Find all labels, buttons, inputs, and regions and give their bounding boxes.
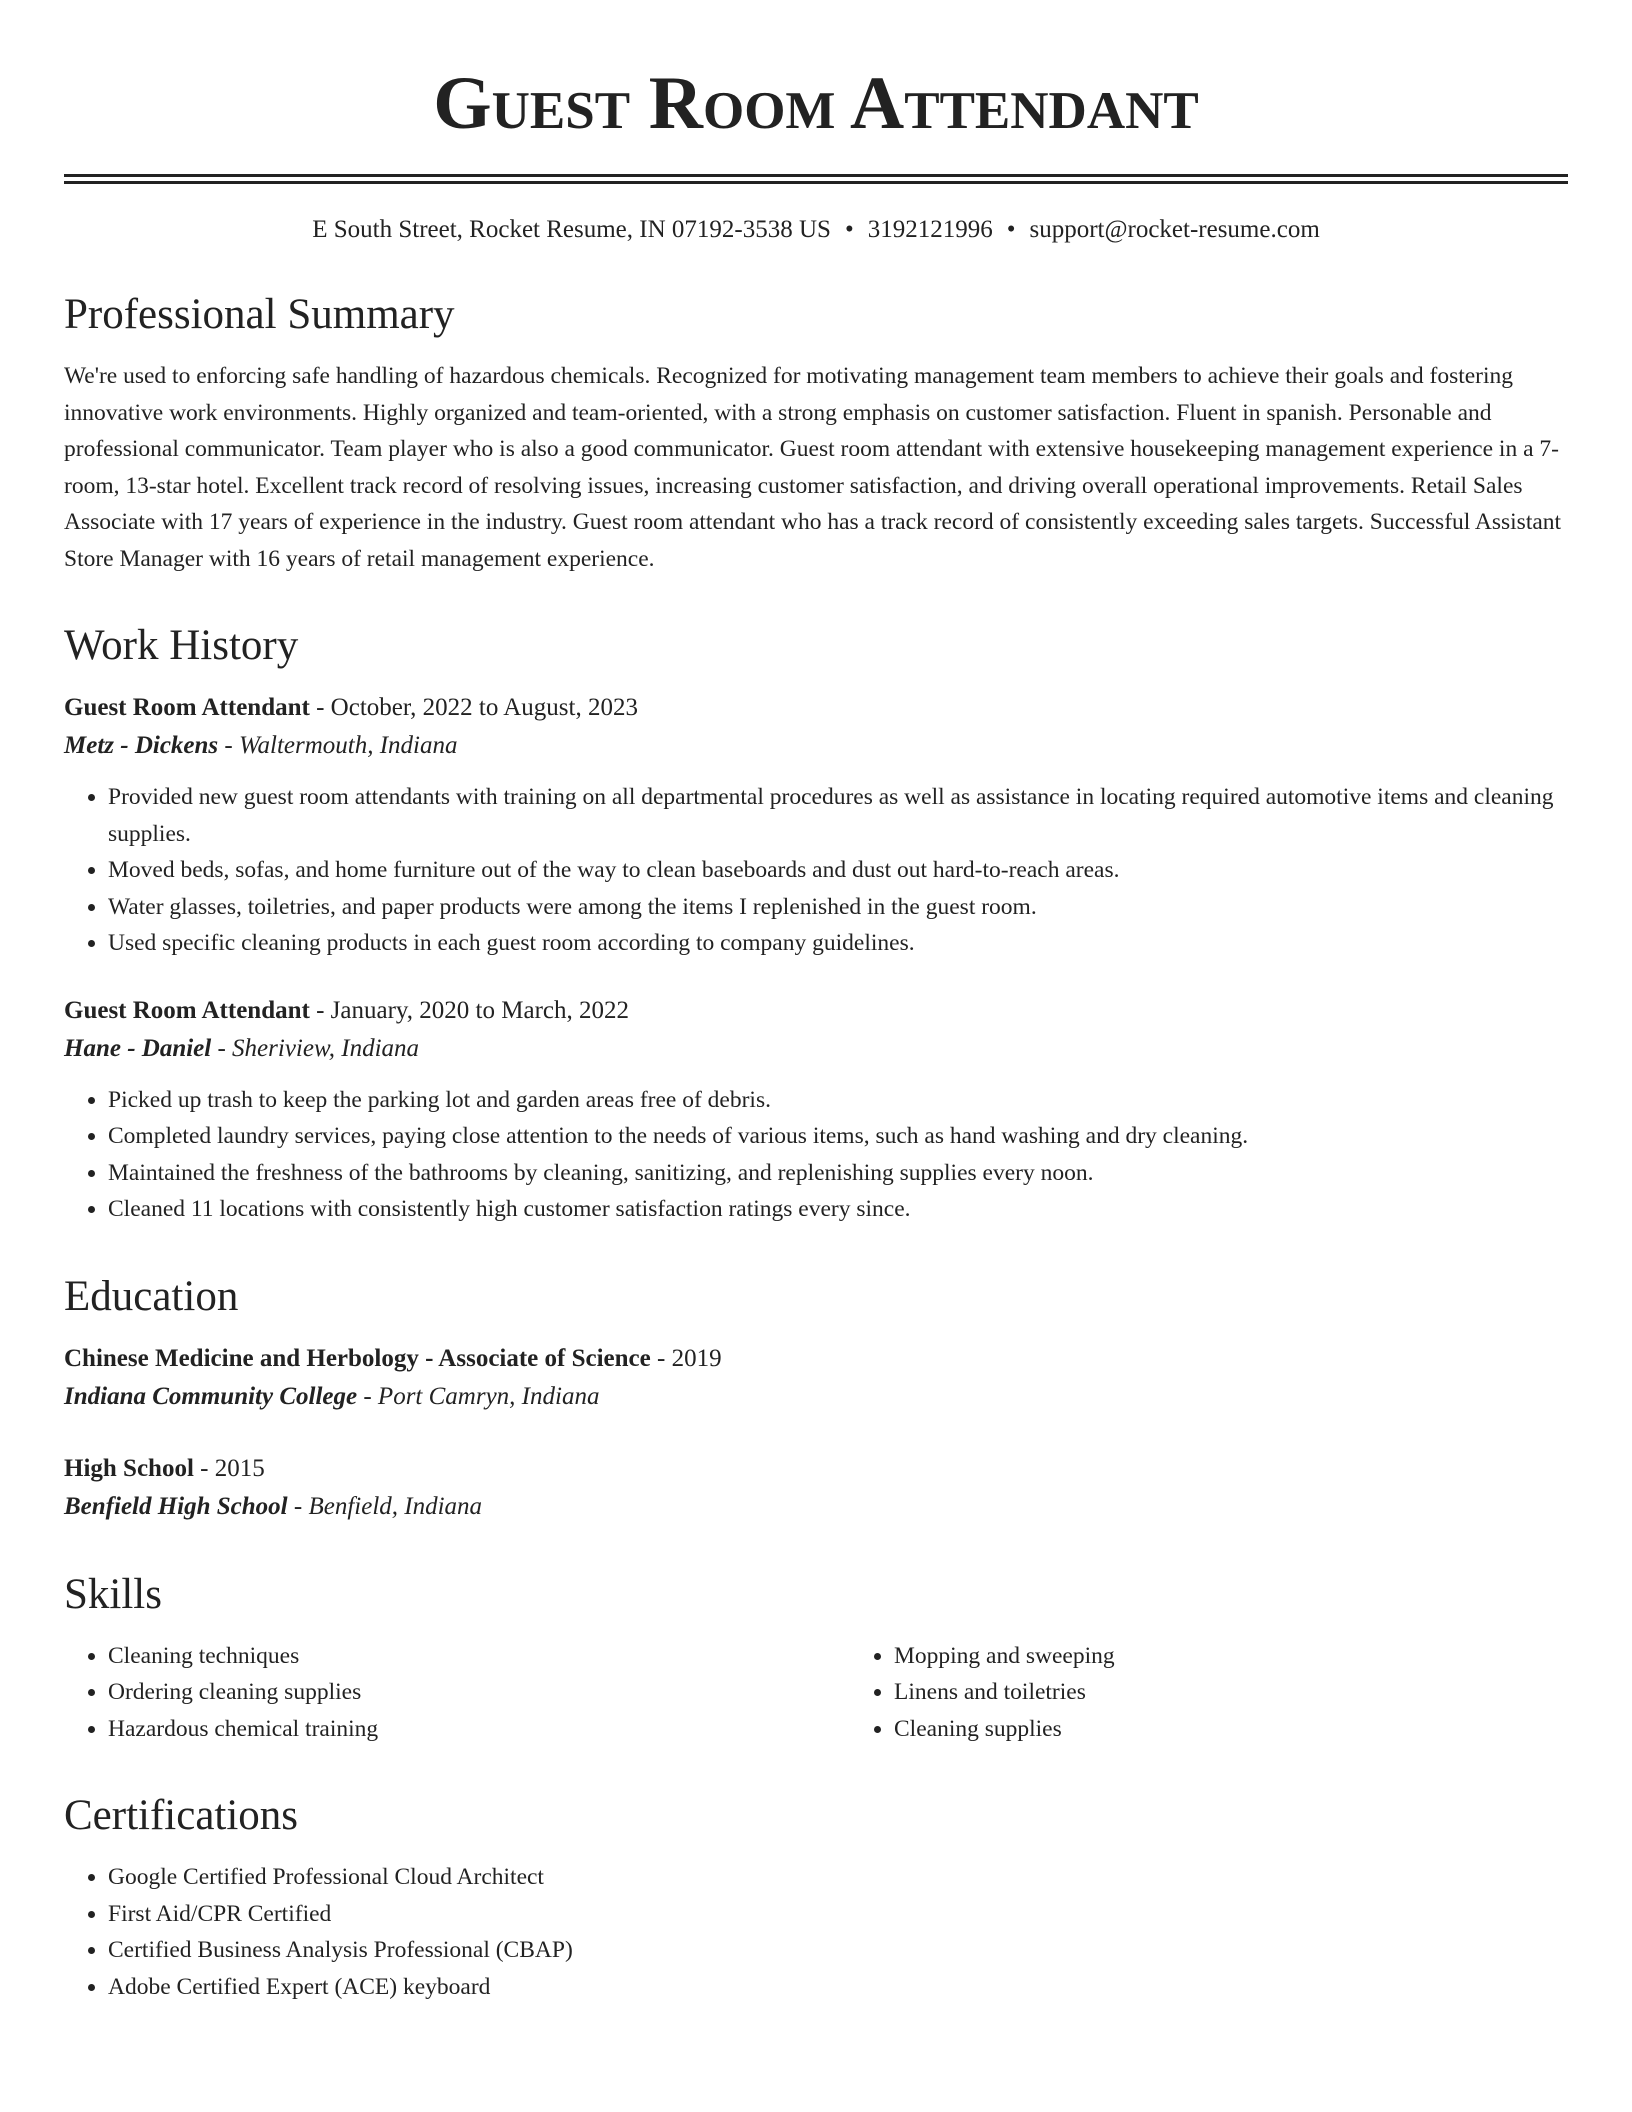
skills-column	[64, 1638, 850, 1748]
skills-column	[850, 1638, 1115, 1748]
job-title-line	[64, 992, 1568, 1030]
job-bullet: • Picked up trash to keep the parking lot and garden areas free of debris.	[108, 1082, 1568, 1119]
job-location: - Sheriview, Indiana	[211, 1034, 420, 1062]
education-entry	[64, 1450, 1568, 1526]
job-bullet: • Maintained the freshness of the bathrooms by cleaning, sanitizing, and replenishing supplies every noon.	[108, 1155, 1568, 1192]
job-dates: - October, 2022 to August, 2023	[309, 694, 638, 721]
education-location: - Benfield, Indiana	[287, 1492, 483, 1520]
education-school-line	[64, 1488, 1568, 1526]
job-bullet: • Cleaned 11 locations with consistently high customer satisfaction ratings every since.	[108, 1191, 1568, 1228]
job-title-line	[64, 689, 1568, 727]
job-bullets	[64, 1082, 1568, 1228]
job-company-line	[64, 1030, 1568, 1068]
contact-address: E South Street, Rocket Resume, IN 07192-3538 US	[312, 216, 831, 243]
education-school-line	[64, 1378, 1568, 1416]
job-entry	[64, 992, 1568, 1228]
skill-item: • Ordering cleaning supplies	[108, 1674, 850, 1711]
contact-email[interactable]: support@rocket-resume.com	[1029, 216, 1320, 243]
skill-item: • Hazardous chemical training	[108, 1711, 850, 1748]
skill-item: • Cleaning techniques	[108, 1638, 850, 1675]
education-degree-line	[64, 1340, 1568, 1378]
contact-separator: •	[844, 216, 854, 243]
certification-item: • First Aid/CPR Certified	[108, 1896, 1568, 1933]
certification-item: • Google Certified Professional Cloud Architect	[108, 1859, 1568, 1896]
education-location: - Port Camryn, Indiana	[357, 1382, 600, 1410]
education-year: - 2019	[650, 1344, 722, 1372]
section-title-work-history: Work History	[64, 622, 299, 669]
job-company: Metz - Dickens	[64, 732, 219, 759]
contact-line	[64, 214, 1568, 246]
job-dates: - January, 2020 to March, 2022	[309, 996, 629, 1024]
contact-separator: •	[1006, 216, 1016, 243]
job-role: Guest Room Attendant	[64, 996, 310, 1024]
job-company: Hane - Daniel	[64, 1034, 212, 1062]
skill-item: • Mopping and sweeping	[894, 1638, 1115, 1675]
job-bullet: • Moved beds, sofas, and home furniture out of the way to clean baseboards and dust out hard-to-reach areas.	[108, 852, 1568, 889]
section-title-certifications: Certifications	[64, 1792, 299, 1839]
job-bullet: • Completed laundry services, paying close attention to the needs of various items, such as hand washing and dry cleaning.	[108, 1118, 1568, 1155]
education-school: Indiana Community College	[64, 1382, 358, 1410]
skill-item: • Linens and toiletries	[894, 1674, 1115, 1711]
job-company-line	[64, 727, 1568, 765]
education-degree: Chinese Medicine and Herbology - Associate of Science	[64, 1344, 651, 1372]
job-bullets	[64, 779, 1568, 962]
job-bullet: • Provided new guest room attendants with training on all departmental procedures as well as assistance in locating required automotive items and cleaning supplies.	[108, 779, 1568, 852]
section-title-summary: Professional Summary	[64, 291, 455, 338]
job-bullet: • Used specific cleaning products in each guest room according to company guidelines.	[108, 925, 1568, 962]
job-role: Guest Room Attendant	[64, 694, 310, 721]
contact-phone[interactable]: 3192121996	[867, 216, 993, 243]
summary-text: We're used to enforcing safe handling of hazardous chemicals. Recognized for motivating management team members to achieve their goals and fostering innovative work environments. Highly organized and team-oriented, with a strong emphasis on customer satisfaction. Fluent in spanish. Personable and professional communicator. Team player who is also a good communicator. Guest room attendant with extensive housekeeping management experience in a 7-room, 13-star hotel. Excellent track record of resolving issues, increasing customer satisfaction, and driving overall operational improvements. Retail Sales Associate with 17 years of experience in the industry. Guest room attendant who has a track record of consistently exceeding sales targets. Successful Assistant Store Manager with 16 years of retail management experience.	[64, 363, 1562, 572]
section-title-education: Education	[64, 1272, 239, 1320]
job-bullet: • Water glasses, toiletries, and paper products were among the items I replenished in the guest room.	[108, 889, 1568, 926]
education-year: - 2015	[193, 1454, 265, 1482]
header-double-rule	[64, 174, 1568, 184]
certification-item: • Adobe Certified Expert (ACE) keyboard	[108, 1969, 1568, 2006]
education-degree: High School	[64, 1454, 194, 1482]
job-location: - Waltermouth, Indiana	[218, 732, 458, 759]
skill-item: • Cleaning supplies	[894, 1711, 1115, 1748]
section-title-skills: Skills	[64, 1570, 162, 1618]
certification-item: • Certified Business Analysis Professional (CBAP)	[108, 1932, 1568, 1969]
education-school: Benfield High School	[64, 1492, 288, 1520]
education-degree-line	[64, 1450, 1568, 1488]
certifications-list	[64, 1859, 1568, 2005]
education-entry	[64, 1340, 1568, 1416]
skills-grid	[64, 1638, 1568, 1748]
job-entry	[64, 689, 1568, 962]
candidate-name: Guest Room Attendant	[433, 62, 1199, 145]
